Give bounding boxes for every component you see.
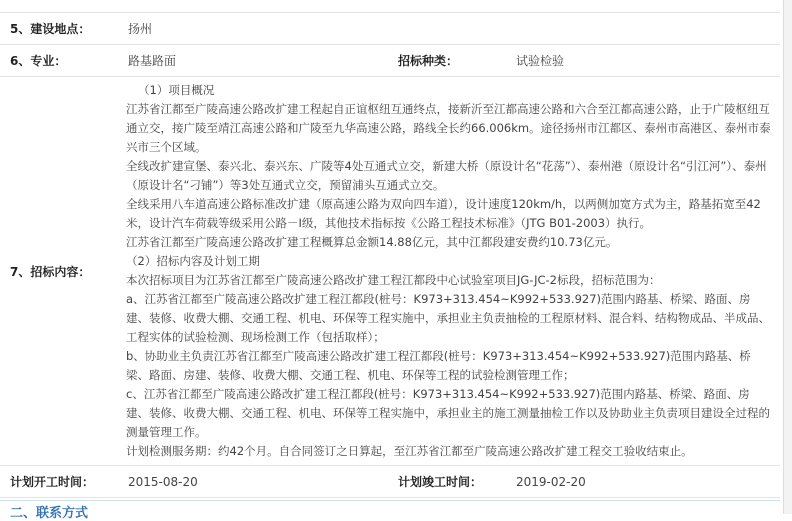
content-paragraph: 江苏省江都至广陵高速公路改扩建工程概算总金额14.88亿元，其中江都段建安费约10.73亿元。 [126, 235, 618, 249]
content-paragraph: 全线采用八车道高速公路标准改扩建（原高速公路为双向四车道），设计速度120km/h，以两侧加宽方式为主，路基拓宽至42米，设计汽车荷载等级采用公路－Ⅰ级，其他技术指标按《公路工程技术标准》（JTG B01-2003）执行。 [126, 197, 761, 230]
major-label: 6、专业： [0, 45, 118, 77]
content-paragraph: （1）项目概况 [138, 83, 215, 97]
content-paragraph: 江苏省江都至广陵高速公路改扩建工程起自正谊枢纽互通终点，接新沂至江都高速公路和六合至江都高速公路，止于广陵枢纽互通立交，接广陵至靖江高速公路和广陵至九华高速公路，路线全长约66.006km。途径扬州市江都区、泰州市高港区、泰州市泰兴市三个区域。 [126, 102, 771, 154]
content-paragraph: 全线改扩建宣堡、泰兴北、泰兴东、广陵等4处互通式立交，新建大桥（原设计名“花荡”）、泰州港（原设计名“引江河”）、泰州（原设计名“刁铺”）等3处互通式立交，预留浦头互通式立交。 [126, 159, 767, 192]
table-row-dates [0, 466, 780, 498]
scrollbar[interactable] [783, 0, 792, 514]
tender-type-label: 招标种类： [388, 45, 506, 77]
content-paragraph: c、江苏省江都至广陵高速公路改扩建工程江都段(桩号：K973+313.454~K992+533.927)范围内路基、桥梁、路面、房建、装修、收费大棚、交通工程、机电、环保等工程实施中，承担业主的施工测量抽检工作以及协助业主负责项目建设全过程的测量管理工作。 [126, 387, 770, 439]
end-date-label: 计划竣工时间： [388, 466, 506, 498]
location-label: 5、建设地点： [0, 13, 118, 45]
content-paragraph: 计划检测服务期：约42个月。自合同签订之日算起，至江苏省江都至广陵高速公路改扩建工程交工验收结束止。 [126, 444, 693, 458]
content-paragraph: b、协助业主负责江苏省江都至广陵高速公路改扩建工程江都段(桩号：K973+313.454~K992+533.927)范围内路基、桥梁、路面、房建、装修、收费大棚、交通工程、机电、环保等工程的试验检测管理工作； [126, 349, 751, 382]
start-date-label: 计划开工时间： [0, 466, 118, 498]
table-row-content [0, 77, 780, 466]
content-paragraph: （2）招标内容及计划工期 [126, 254, 260, 268]
table-row-cut [0, 0, 780, 13]
section-divider [0, 500, 780, 501]
location-value: 扬州 [118, 13, 780, 45]
content-label: 7、招标内容： [0, 77, 118, 466]
content-body [118, 77, 780, 466]
tender-type-value: 试验检验 [506, 45, 780, 77]
end-date-value: 2019-02-20 [506, 466, 780, 498]
start-date-value: 2015-08-20 [118, 466, 388, 498]
table-row-major [0, 45, 780, 77]
contact-section-heading: 二、联系方式 [10, 506, 89, 521]
content-paragraph: 本次招标项目为江苏省江都至广陵高速公路改扩建工程江都段中心试验室项目JG-JC-2标段，招标范围为： [126, 273, 661, 287]
table-row-location [0, 13, 780, 45]
major-value: 路基路面 [118, 45, 388, 77]
content-paragraph: a、江苏省江都至广陵高速公路改扩建工程江都段(桩号：K973+313.454~K992+533.927)范围内路基、桥梁、路面、房建、装修、收费大棚、交通工程、机电、环保等工程实施中，承担业主负责抽检的工程原材料、混合料、结构物成品、半成品、工程实体的试验检测、现场检测工作（包括取样）； [126, 292, 770, 344]
